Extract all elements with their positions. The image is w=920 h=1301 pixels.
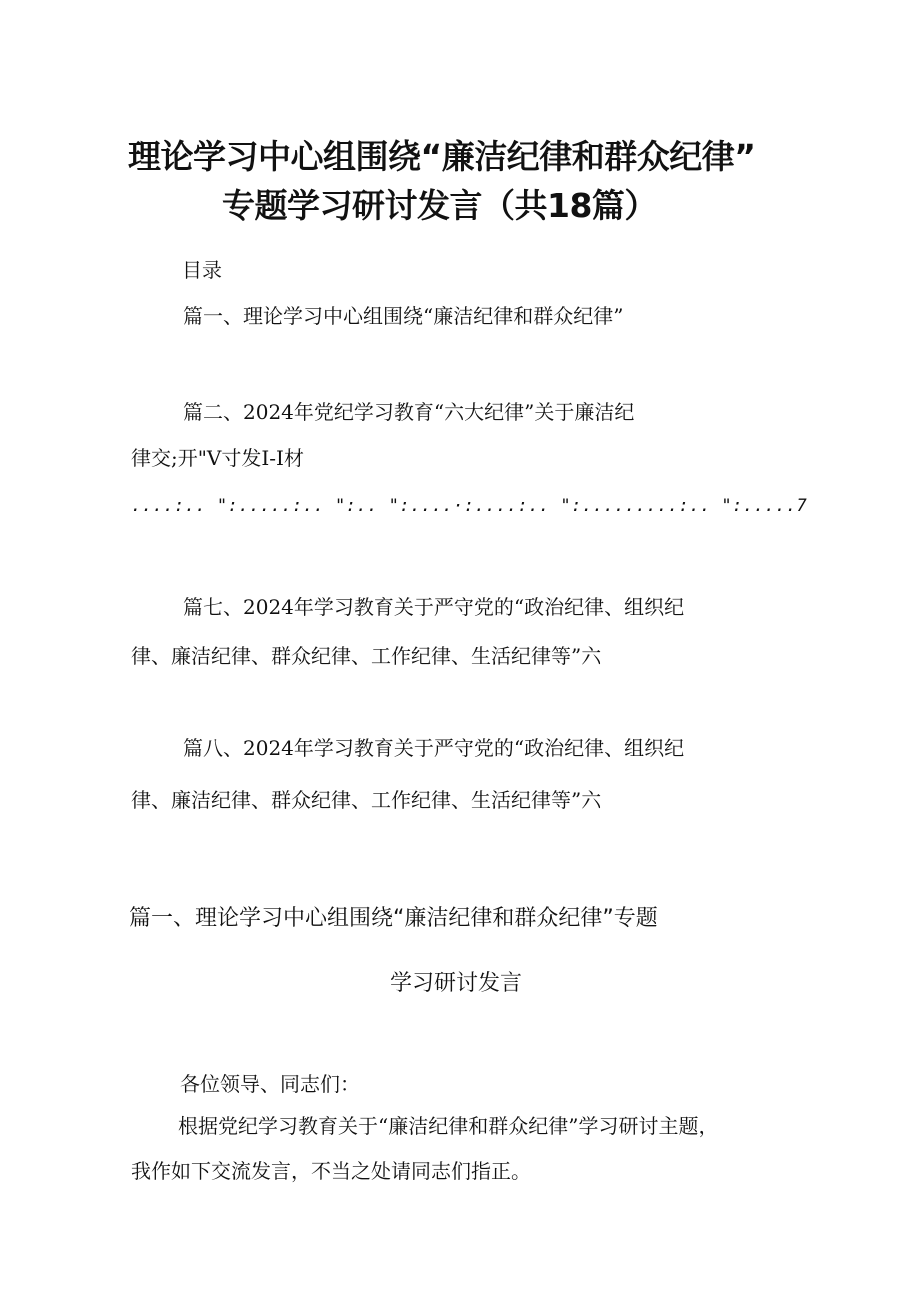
toc-entry-2-line-1: 篇二、2024年党纪学习教育“六大纪律”关于廉洁纪: [183, 400, 635, 424]
toc-entry-7-line-1: 篇七、2024年学习教育关于严守党的“政治纪律、组织纪: [183, 595, 685, 619]
toc-entry-1: 篇一、理论学习中心组围绕“廉洁纪律和群众纪律”: [183, 304, 624, 328]
toc-entry-2-line-2: 律交;开"V寸发I-I材: [131, 446, 304, 470]
document-title-line-1: 理论学习中心组围绕“廉洁纪律和群众纪律”: [128, 137, 756, 176]
toc-entry-7-line-2: 律、廉洁纪律、群众纪律、工作纪律、生活纪律等”六: [131, 644, 602, 668]
document-title-line-2: 专题学习研讨发言（共18篇）: [222, 186, 657, 225]
section-heading-line-1: 篇一、理论学习中心组围绕“廉洁纪律和群众纪律”专题: [129, 906, 658, 931]
toc-entry-8-line-2: 律、廉洁纪律、群众纪律、工作纪律、生活纪律等”六: [131, 788, 602, 812]
toc-entry-8-line-1: 篇八、2024年学习教育关于严守党的“政治纪律、组织纪: [183, 736, 685, 760]
greeting: 各位领导、同志们：: [180, 1072, 360, 1096]
section-heading-line-2: 学习研讨发言: [390, 971, 523, 996]
body-paragraph-line-2: 我作如下交流发言，不当之处请同志们指正。: [131, 1159, 531, 1183]
body-paragraph-line-1: 根据党纪学习教育关于“廉洁纪律和群众纪律”学习研讨主题，: [178, 1114, 719, 1138]
toc-dot-leader: ....:.. ":.....:.. ":.. ":....·:....:.. ":.........:.. ":.....7: [131, 496, 808, 516]
toc-label: 目录: [182, 258, 222, 282]
